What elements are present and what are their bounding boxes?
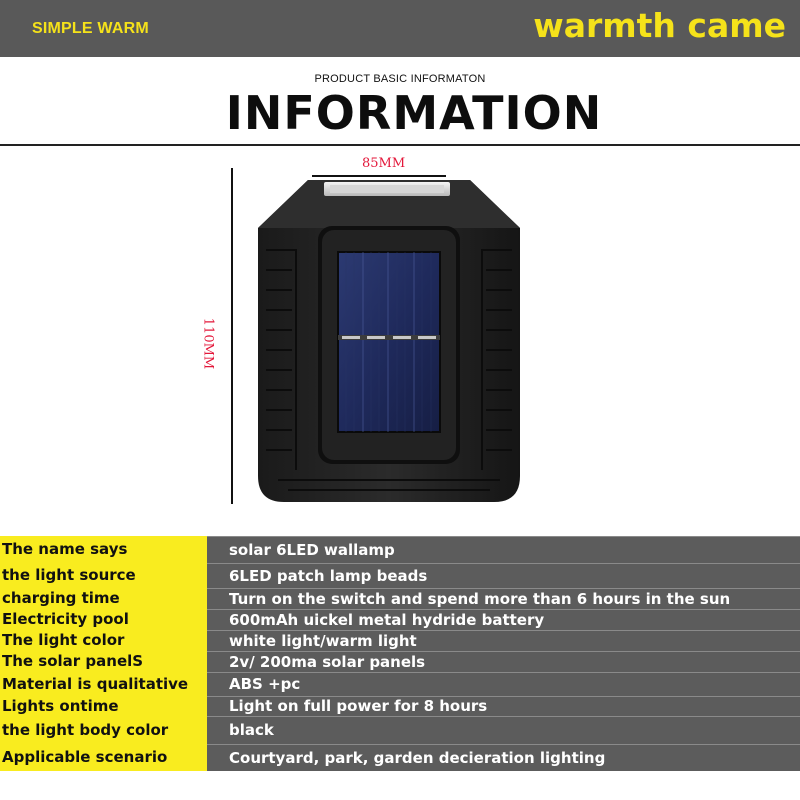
- section-subtitle: PRODUCT BASIC INFORMATON: [314, 73, 486, 85]
- spec-value: 2v/ 200ma solar panels: [207, 651, 800, 672]
- spec-value: black: [207, 716, 800, 744]
- spec-label: The light color: [0, 630, 207, 651]
- top-banner: [0, 0, 800, 57]
- table-row: [0, 630, 800, 651]
- spec-label: The solar panelS: [0, 651, 207, 672]
- title-divider: [0, 144, 800, 146]
- section-title: INFORMATION: [225, 86, 603, 140]
- spec-label: Applicable scenario: [0, 744, 207, 771]
- spec-label: Lights ontime: [0, 696, 207, 716]
- table-row: [0, 672, 800, 696]
- spec-value: white light/warm light: [207, 630, 800, 651]
- brand-name: SIMPLE WARM: [32, 20, 149, 37]
- table-row: [0, 651, 800, 672]
- spec-label: Material is qualitative: [0, 672, 207, 696]
- spec-label: charging time: [0, 588, 207, 609]
- table-row: [0, 563, 800, 588]
- spec-label: The name says: [0, 536, 207, 563]
- solar-wall-lamp-icon: [258, 180, 520, 502]
- table-row: [0, 536, 800, 563]
- table-row: [0, 744, 800, 771]
- spec-value: 6LED patch lamp beads: [207, 563, 800, 588]
- table-row: [0, 588, 800, 609]
- spec-value: 600mAh uickel metal hydride battery: [207, 609, 800, 630]
- width-dimension-line: [312, 175, 446, 177]
- spec-label: the light body color: [0, 716, 207, 744]
- table-row: [0, 609, 800, 630]
- table-row: [0, 716, 800, 744]
- spec-value: Light on full power for 8 hours: [207, 696, 800, 716]
- spec-value: Courtyard, park, garden decieration lighting: [207, 744, 800, 771]
- height-dimension-line: [231, 168, 233, 504]
- spec-table: [0, 536, 800, 771]
- width-dimension-label: 85MM: [362, 156, 406, 171]
- table-row: [0, 696, 800, 716]
- spec-value: Turn on the switch and spend more than 6 hours in the sun: [207, 588, 800, 609]
- spec-value: ABS +pc: [207, 672, 800, 696]
- spec-value: solar 6LED wallamp: [207, 536, 800, 563]
- brand-slogan: warmth came: [533, 6, 786, 45]
- spec-label: the light source: [0, 563, 207, 588]
- spec-label: Electricity pool: [0, 609, 207, 630]
- height-dimension-label: 110MM: [200, 317, 216, 370]
